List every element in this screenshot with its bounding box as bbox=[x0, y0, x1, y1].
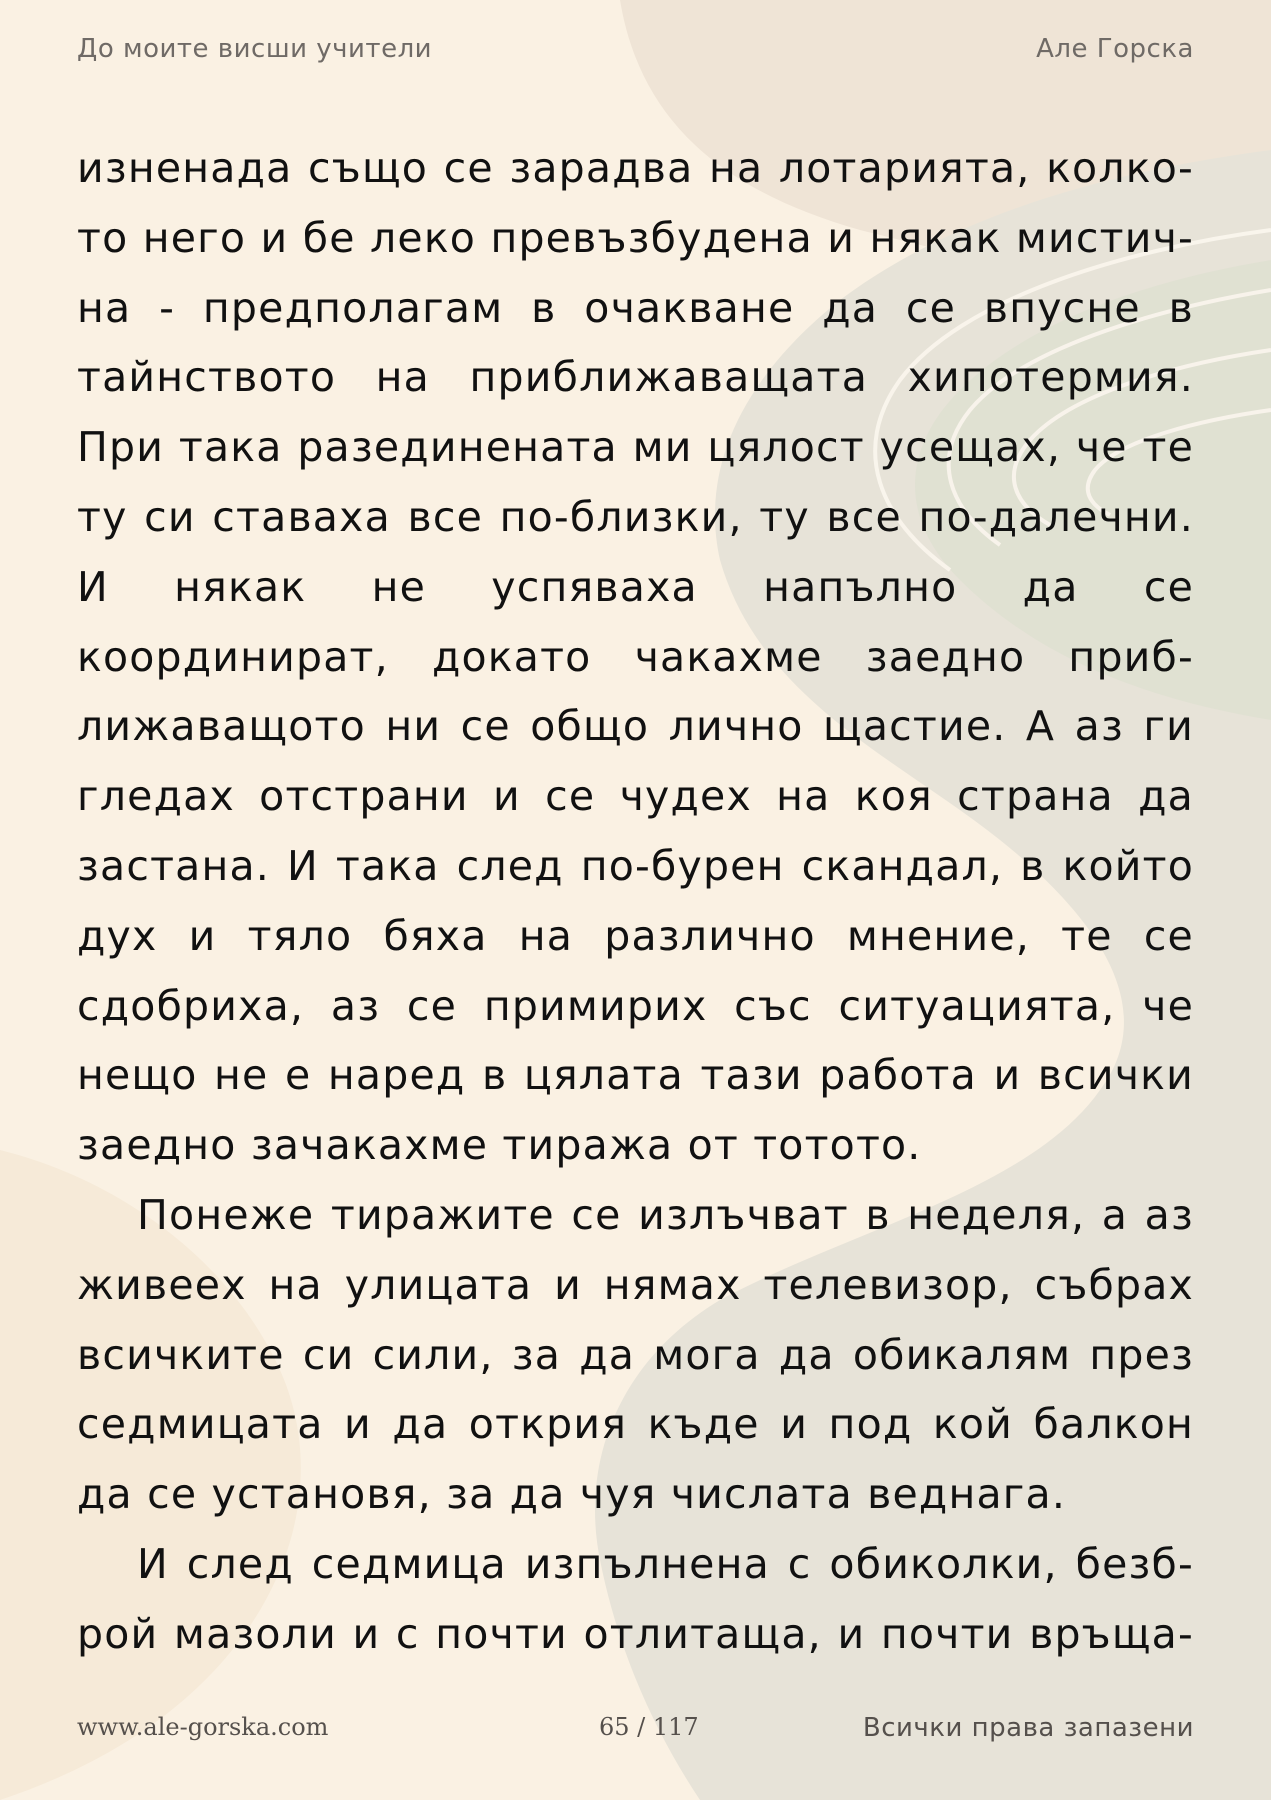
author-name: Але Горска bbox=[1036, 34, 1194, 64]
page-header bbox=[77, 34, 1194, 68]
paragraph: Понеже тиражите се излъчват в неделя, а аз живеех на улицата и нямах телевизор, събрах всичките си сили, за да мога да обикалям през седмицата и да открия къде и под кой балкон да се установя, за да чуя числата веднага. bbox=[77, 1190, 1194, 1519]
paragraph: И след седмица изпълнена с обиколки, безб-рой мазоли и с почти отлитаща, и почти връща- bbox=[77, 1539, 1194, 1658]
copyright-notice: Всички права запазени bbox=[862, 1713, 1194, 1743]
website-link[interactable]: www.ale-gorska.com bbox=[77, 1713, 329, 1741]
paragraph: изненада също се зарадва на лотарията, колко-то него и бе леко превъзбудена и някак мистич-на - предполагам в очакване да се впусне в тайнството на приближаващата хипотермия. При така разединената ми цялост усещах, че те ту си ставаха все по-близки, ту все по-далечни. И някак не успяваха напълно да се координират, докато чакахме заедно приб-лижаващото ни се общо лично щастие. А аз ги гледах отстрани и се чудех на коя страна да застана. И така след по-бурен скандал, в който дух и тяло бяха на различно мнение, те се сдобриха, аз се примирих със ситуацията, че нещо не е наред в цялата тази работа и всички заедно зачакахме тиража от тотото. bbox=[77, 144, 1194, 1170]
page-footer bbox=[77, 1713, 1194, 1747]
page-number: 65 / 117 bbox=[599, 1713, 699, 1741]
body-text bbox=[77, 134, 1194, 1670]
book-title: До моите висши учители bbox=[77, 34, 433, 64]
